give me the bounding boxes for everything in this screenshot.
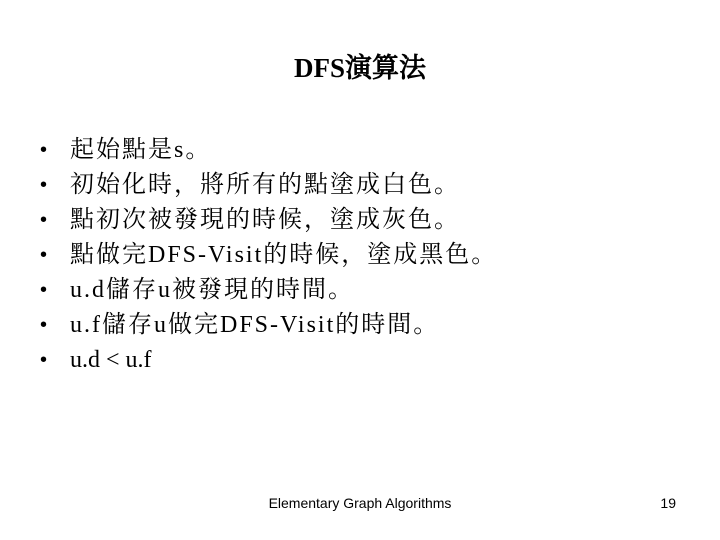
bullet-text: 初始化時，將所有的點塗成白色。 bbox=[70, 172, 460, 198]
bullet-text: u.f儲存u做完DFS-Visit的時間。 bbox=[70, 312, 440, 338]
footer-title: Elementary Graph Algorithms bbox=[268, 495, 452, 511]
bullet-icon: • bbox=[40, 139, 48, 161]
bullet-text: u.d儲存u被發現的時間。 bbox=[70, 277, 354, 303]
bullet-icon: • bbox=[40, 209, 48, 231]
list-item bbox=[40, 308, 700, 343]
bullet-icon: • bbox=[40, 244, 48, 266]
page-number: 19 bbox=[660, 495, 676, 511]
bullet-text: 點初次被發現的時候，塗成灰色。 bbox=[70, 207, 460, 233]
slide-title: DFS演算法 bbox=[293, 53, 426, 83]
bullet-text: 起始點是s。 bbox=[70, 137, 212, 163]
list-item bbox=[40, 168, 700, 203]
list-item bbox=[40, 133, 700, 168]
bullet-icon: • bbox=[40, 174, 48, 196]
bullet-icon: • bbox=[40, 279, 48, 301]
bullet-text: 點做完DFS-Visit的時候，塗成黑色。 bbox=[70, 242, 498, 268]
list-item bbox=[40, 238, 700, 273]
list-item bbox=[40, 343, 700, 378]
bullet-list bbox=[40, 133, 700, 378]
bullet-icon: • bbox=[40, 314, 48, 336]
list-item bbox=[40, 273, 700, 308]
bullet-icon: • bbox=[40, 349, 48, 371]
list-item bbox=[40, 203, 700, 238]
bullet-text: u.d < u.f bbox=[70, 347, 152, 373]
